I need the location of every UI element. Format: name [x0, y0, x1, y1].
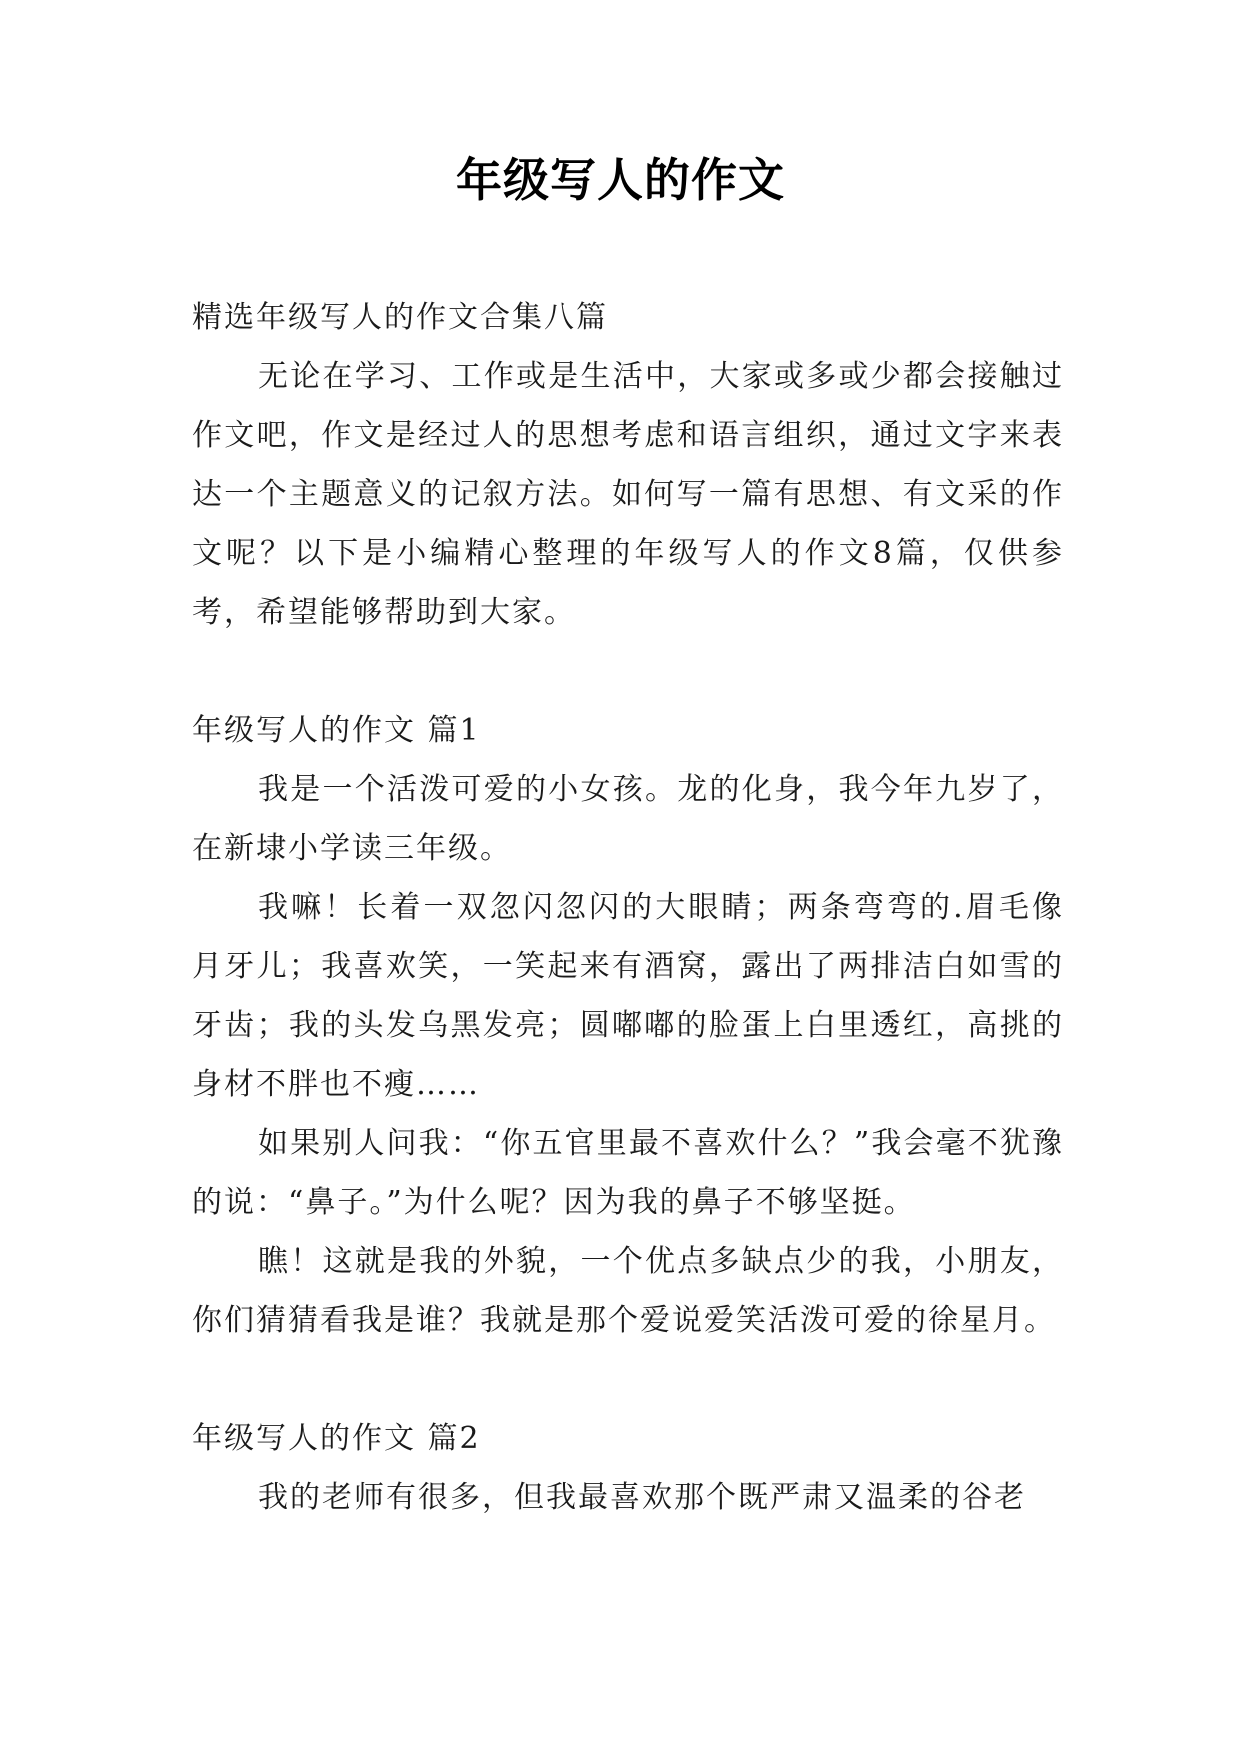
paragraph: 我嘛！长着一双忽闪忽闪的大眼睛；两条弯弯的.眉毛像月牙儿；我喜欢笑，一笑起来有酒窝，露出了两排洁白如雪的牙齿；我的头发乌黑发亮；圆嘟嘟的脸蛋上白里透红，高挑的身材不胖也不瘦……	[192, 890, 1064, 1102]
document-subtitle: 精选年级写人的作文合集八篇	[192, 300, 608, 335]
document-body	[192, 288, 1064, 1527]
paragraph: 我是一个活泼可爱的小女孩。龙的化身，我今年九岁了，在新埭小学读三年级。	[192, 772, 1064, 866]
paragraph: 如果别人问我：“你五官里最不喜欢什么？”我会毫不犹豫的说：“鼻子。”为什么呢？因为我的鼻子不够坚挺。	[192, 1126, 1064, 1220]
section-heading: 年级写人的作文 篇2	[192, 1421, 481, 1456]
section-heading: 年级写人的作文 篇1	[192, 713, 481, 748]
paragraph: 瞧！这就是我的外貌，一个优点多缺点少的我，小朋友，你们猜猜看我是谁？我就是那个爱说爱笑活泼可爱的徐星月。	[192, 1244, 1064, 1338]
intro-paragraph: 无论在学习、工作或是生活中，大家或多或少都会接触过作文吧，作文是经过人的思想考虑和语言组织，通过文字来表达一个主题意义的记叙方法。如何写一篇有思想、有文采的作文呢？以下是小编精心整理的年级写人的作文8篇，仅供参考，希望能够帮助到大家。	[192, 359, 1064, 630]
document-title: 年级写人的作文	[456, 153, 785, 207]
paragraph: 我的老师有很多，但我最喜欢那个既严肃又温柔的谷老	[258, 1480, 1026, 1515]
